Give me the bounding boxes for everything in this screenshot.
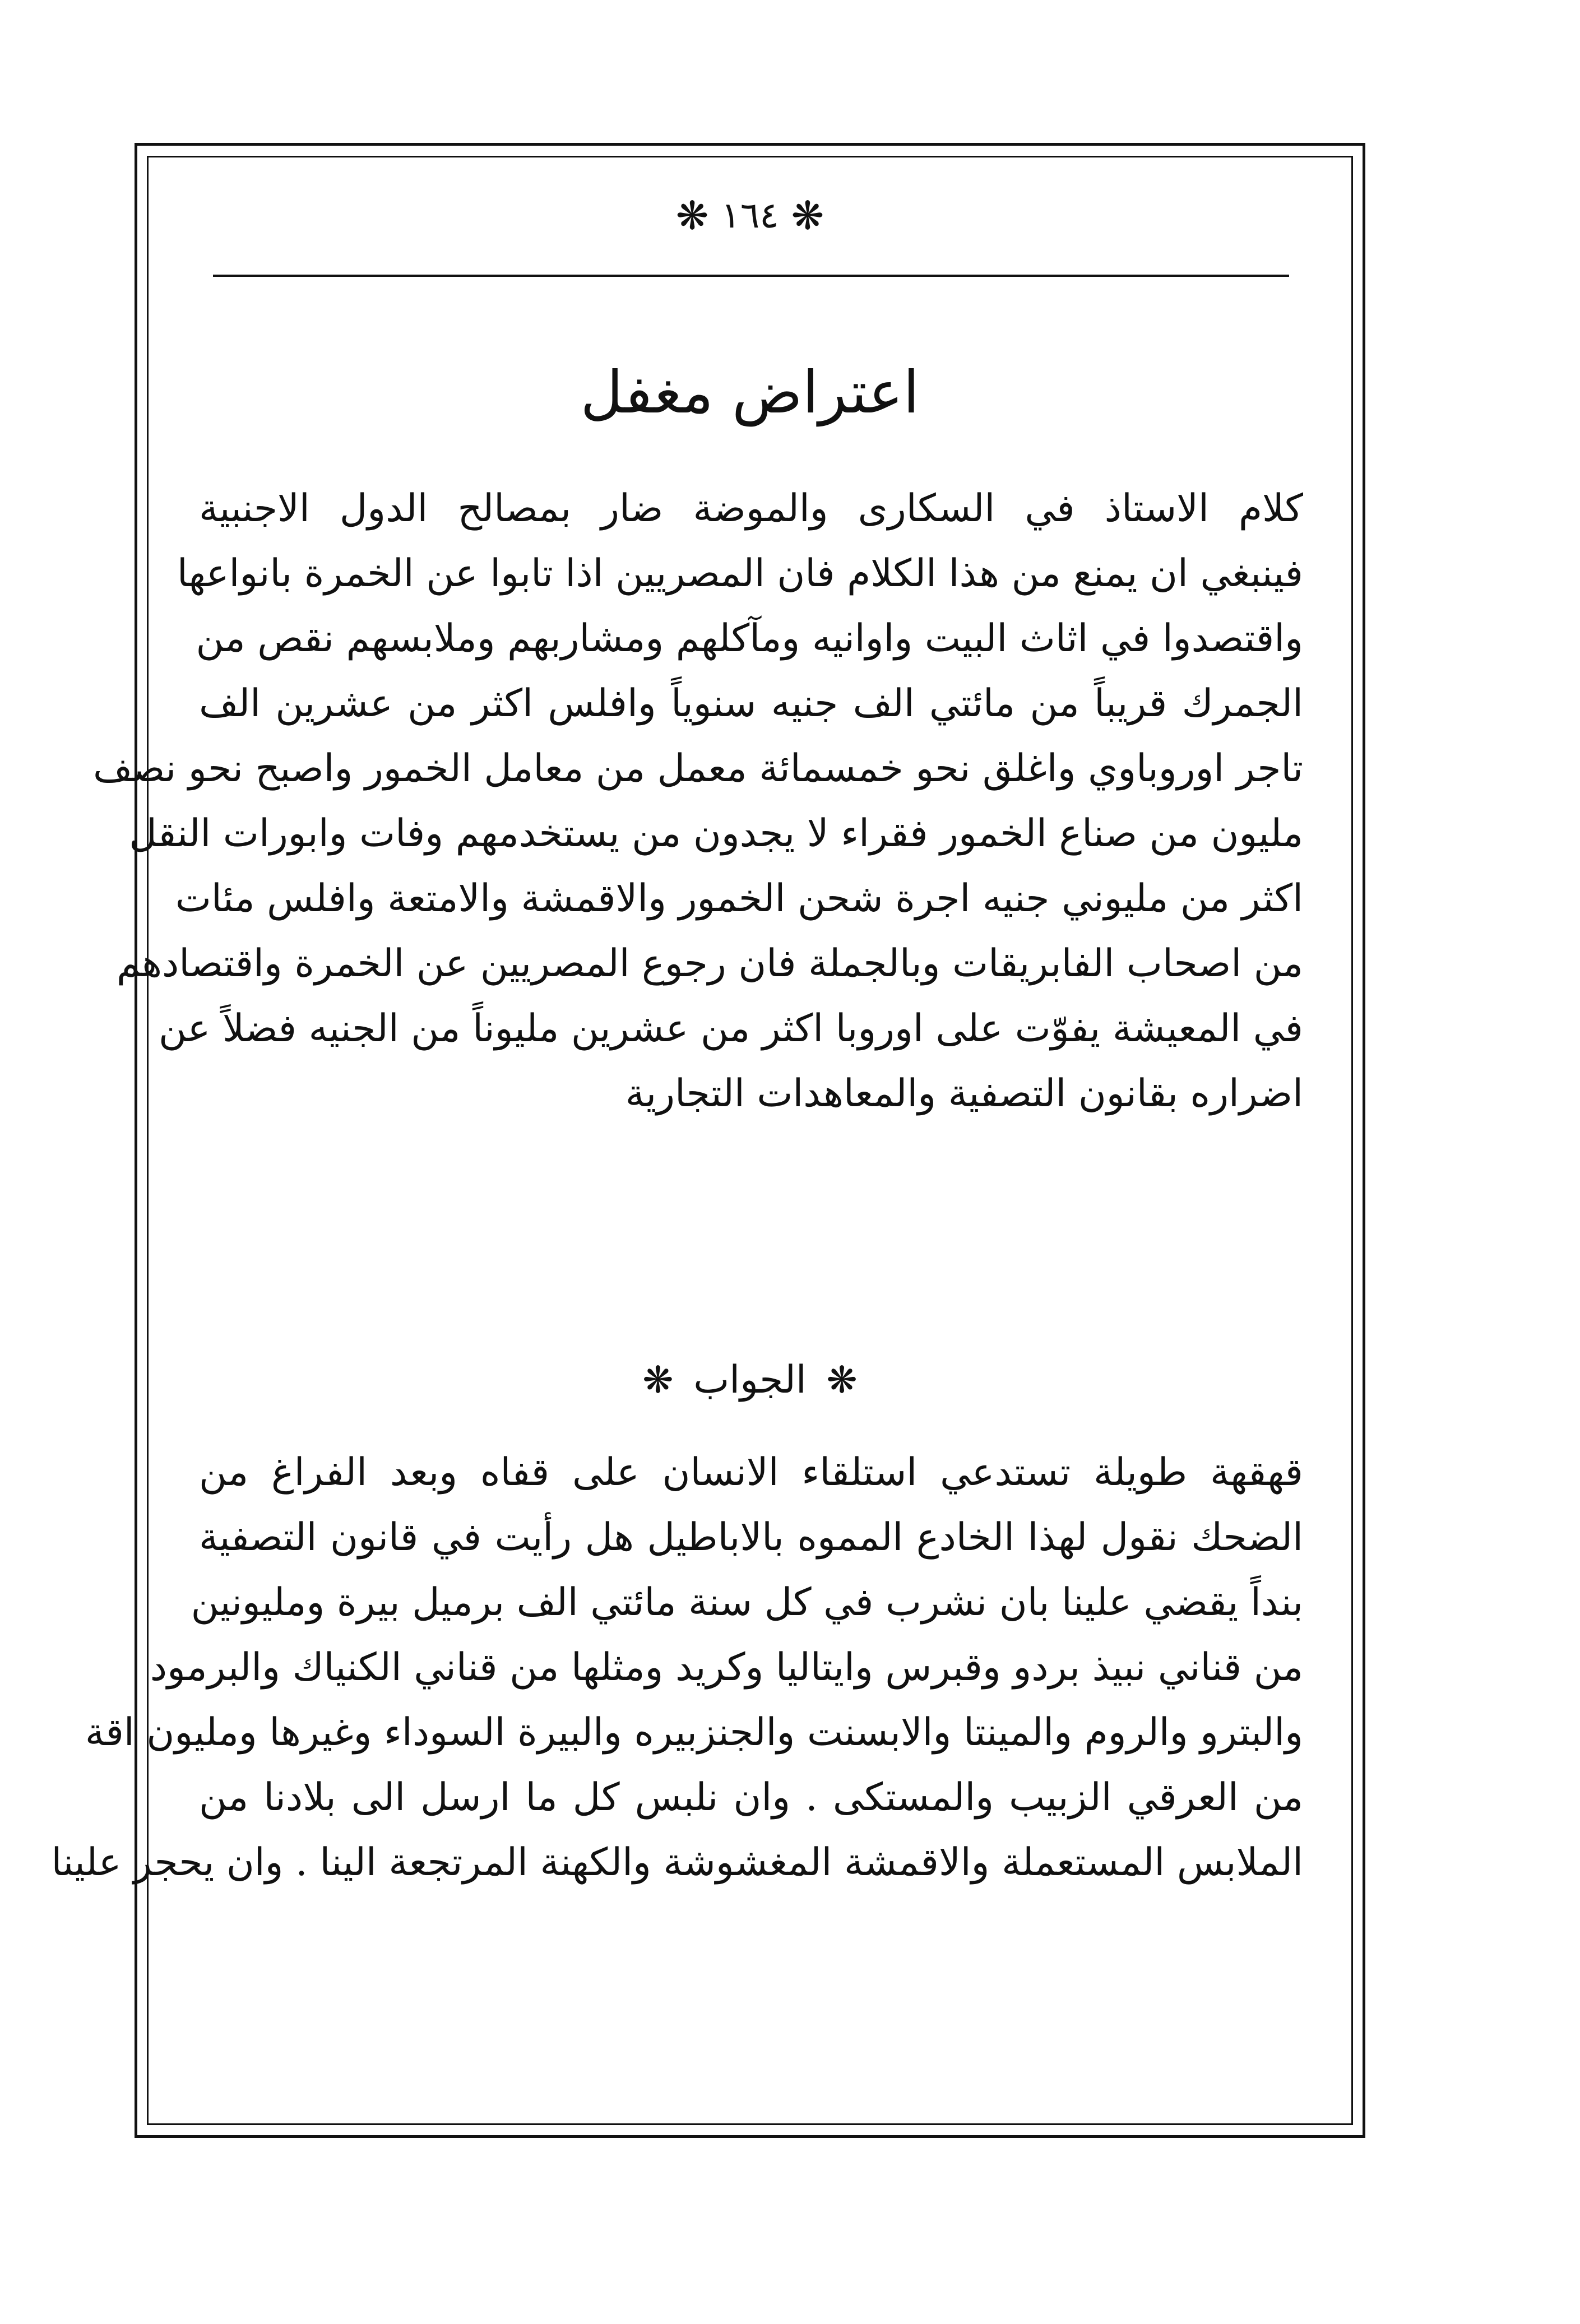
page-number-value: ١٦٤ — [721, 195, 779, 236]
text-line: مليون من صناع الخمور فقراء لا يجدون من يستخدمهم وفات وابورات النقل — [129, 811, 1303, 856]
text-line: بنداً يقضي علينا بان نشرب في كل سنة مائتي الف برميل بيرة ومليونين — [191, 1580, 1303, 1625]
text-line: تاجر اوروباوي واغلق نحو خمسمائة معمل من معامل الخمور واصبح نحو نصف — [93, 746, 1303, 791]
text-line: اكثر من مليوني جنيه اجرة شحن الخمور والاقمشة والامتعة وافلس مئات — [175, 876, 1303, 921]
text-line: كلام الاستاذ في السكارى والموضة ضار بمصالح الدول الاجنبية — [199, 486, 1303, 531]
text-line: فينبغي ان يمنع من هذا الكلام فان المصريين اذا تابوا عن الخمرة بانواعها — [177, 551, 1303, 596]
header-rule — [213, 275, 1289, 277]
ornament-icon: ❋ — [642, 1358, 674, 1402]
paragraph-objection — [93, 476, 1303, 1126]
ornament-icon: ❋ — [791, 193, 824, 239]
text-line: من العرقي الزبيب والمستكى . وان نلبس كل ما ارسل الى بلادنا من — [199, 1775, 1303, 1820]
text-line: واقتصدوا في اثاث البيت واوانيه ومآكلهم ومشاربهم وملابسهم نقص من — [196, 616, 1303, 661]
text-line: الضحك نقول لهذا الخادع المموه بالاباطيل هل رأيت في قانون التصفية — [199, 1515, 1303, 1560]
text-line: الجمرك قريباً من مائتي الف جنيه سنوياً وافلس اكثر من عشرين الف — [199, 681, 1303, 726]
text-line: والبترو والروم والمينتا والابسنت والجنزبيره والبيرة السوداء وغيرها ومليون اقة — [85, 1710, 1303, 1755]
text-line: قهقهة طويلة تستدعي استلقاء الانسان على قفاه وبعد الفراغ من — [199, 1450, 1303, 1495]
text-line: في المعيشة يفوّت على اوروبا اكثر من عشرين مليوناً من الجنيه فضلاً عن — [159, 1006, 1303, 1051]
text-line: من اصحاب الفابريقات وبالجملة فان رجوع المصريين عن الخمرة واقتصادهم — [116, 941, 1303, 986]
text-line: الملابس المستعملة والاقمشة المغشوشة والكهنة المرتجعة الينا . وان يحجر علينا — [51, 1840, 1303, 1885]
answer-heading-label: الجواب — [693, 1358, 807, 1402]
text-line: من قناني نبيذ بردو وقبرس وايتاليا وكريد ومثلها من قناني الكنياك والبرمود — [150, 1645, 1303, 1690]
ornament-icon: ❋ — [675, 193, 709, 239]
answer-heading — [147, 1348, 1353, 1413]
page-title: اعتراض مغفل — [580, 358, 920, 426]
text-line: اضراره بقانون التصفية والمعاهدات التجارية — [625, 1071, 1303, 1116]
page-number — [147, 185, 1353, 247]
ornament-icon: ❋ — [826, 1358, 858, 1402]
paragraph-answer — [51, 1440, 1303, 1895]
